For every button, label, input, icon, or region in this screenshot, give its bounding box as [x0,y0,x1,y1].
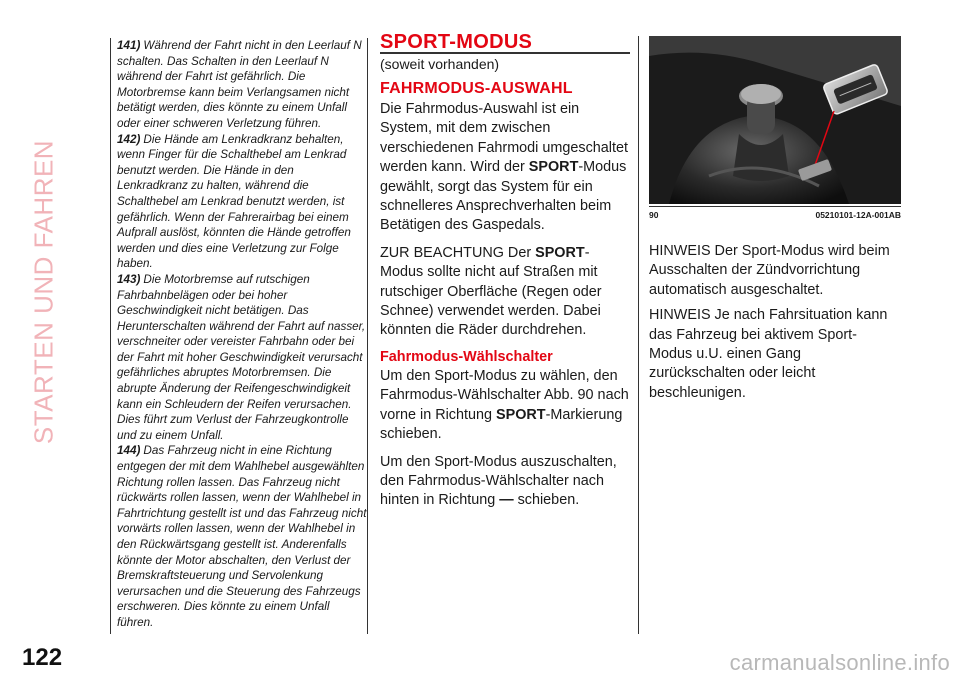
figure-code: 05210101-12A-001AB [815,210,901,220]
warning-text: Während der Fahrt nicht in den Leerlauf N schalten. Das Schalten in den Leerlauf N während der Fahrt ist gefährlich. Die Motorbremse kann beim Verlangsamen nicht betätigt werden, dies könnte zu einem Unfall oder einer schweren Verletzung führen. [117,39,362,130]
warnings-column [110,38,368,634]
warning-number: 143) [117,272,141,286]
watermark-text: carmanualsonline.info [729,650,950,675]
warning-text: Das Fahrzeug nicht in eine Richtung entgegen der mit dem Wahlhebel ausgewählten Richtung rollen lassen. Das Fahrzeug nicht rückwärts rollen lassen, wenn der Wahlhebel in Fahrtrichtung gestellt ist und das Fahrzeug nicht vorwärts rollen lassen, wenn der Wahlhebel in den Rückwärtsgang gestellt ist. Anderenfalls könnte der Motor abschalten, den Verlust der Bremskraftsteuerung und Servolenkung verursachen und die Steuerung des Fahrzeugs erschweren. Dies könnte zu einem Unfall führen. [117,444,367,629]
subheading-selector: Fahrmodus-Wählschalter [380,348,553,365]
gear-lever-illustration [649,36,901,204]
figure-number: 90 [649,210,659,220]
warning-item [117,38,367,132]
gear-lever-photo [649,36,901,204]
warning-item [117,272,367,444]
notes-block [649,242,900,403]
section-title: SPORT-MODUS [380,32,630,54]
paragraph-disable: Um den Sport-Modus auszuschalten, den Fahrmodus-Wählschalter nach hinten in Richtung — schieben. [380,453,617,509]
subsection-title: FAHRMODUS-AUSWAHL [380,80,573,97]
figure-column [638,36,900,634]
side-chapter-title-text: STARTEN UND FAHREN [28,139,59,445]
paragraph-enable: Um den Sport-Modus zu wählen, den Fahrmodus-Wählschalter Abb. 90 nach vorne in Richtung SPORT-Markierung schieben. [380,367,629,443]
paragraph-intro: Die Fahrmodus-Auswahl ist ein System, mit dem zwischen verschiedenen Fahrmodi umgeschaltet werden kann. Wird der SPORT-Modus gewählt, sorgt das System für ein schnelleres Ansprechverhalten beim Betätigen des Gaspedals. [380,101,628,234]
warning-text: Die Hände am Lenkradkranz behalten, wenn Finger für die Schalthebel am Lenkrad benutzt werden. Die Hände in den Lenkradkranz zu halten, während die Schalthebel am Lenkrad benutzt werden, ist gefährlich. Wenn der Fahrerairbag bei einem Aufprall auslöst, könnten die Hände getroffen werden und dies eine Verletzung zur Folge haben. [117,132,351,271]
warning-item [117,132,367,272]
warning-number: 142) [117,132,141,146]
warning-list [117,38,367,631]
figure-caption [649,206,901,220]
warning-item [117,443,367,630]
warning-text: Die Motorbremse auf rutschigen Fahrbahnbelägen oder bei hoher Geschwindigkeit nicht betätigen. Das Herunterschalten während der Fahrt auf nasser, verschneiter oder vereister Fahrbahn oder bei der Fahrt mit hoher Geschwindigkeit verursacht gefährliches abruptes Motorbremsen. Die abrupte Änderung der Reifengeschwindigkeit kann ein Schleudern der Reifen verursachen. Dies führt zum Verlust der Fahrzeugkontrolle und zu einem Unfall. [117,272,366,442]
paragraph-note: ZUR BEACHTUNG Der SPORT-Modus sollte nicht auf Straßen mit rutschiger Oberfläche (Regen oder Schnee) verwendet werden. Dabei könnten die Räder durchdrehen. [380,244,602,339]
note-downshift: HINWEIS Je nach Fahrsituation kann das Fahrzeug bei aktivem Sport-Modus u.U. einen Gang zurückschalten oder leicht beschleunigen. [649,307,888,401]
warning-number: 141) [117,39,141,52]
page-number: 122 [22,644,63,671]
warning-number: 144) [117,444,141,458]
main-content-column [380,32,630,519]
section-subtitle: (soweit vorhanden) [380,56,500,72]
note-auto-off: HINWEIS Der Sport-Modus wird beim Ausschalten der Zündvorrichtung automatisch ausgeschaltet. [649,243,890,298]
